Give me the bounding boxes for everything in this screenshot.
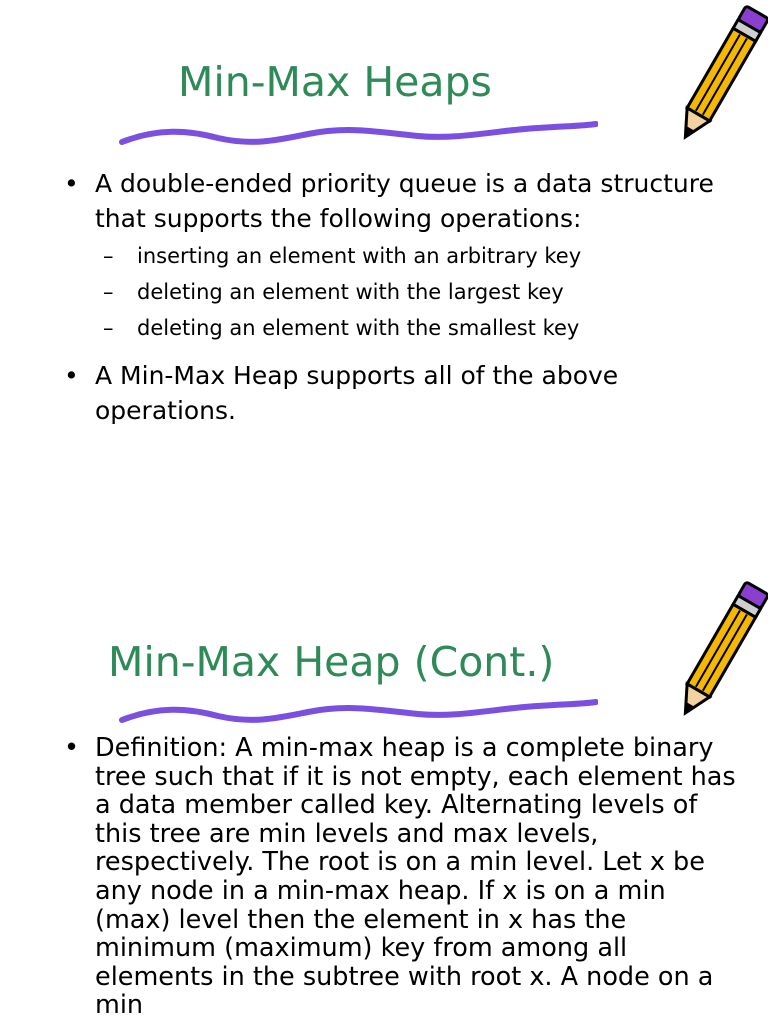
dash-marker: – <box>103 280 114 304</box>
bullet-item <box>64 734 748 1020</box>
slide-title: Min-Max Heap (Cont.) <box>108 638 555 686</box>
bullet-item <box>64 166 748 346</box>
bullet-list <box>64 734 748 1020</box>
bullet-list <box>64 166 748 428</box>
sub-bullet-item <box>103 238 748 274</box>
pencil-icon <box>672 0 768 150</box>
dash-marker: – <box>103 316 114 340</box>
bullet-item <box>64 358 748 428</box>
wavy-underline <box>118 698 598 728</box>
sub-bullet-text: deleting an element with the largest key <box>137 280 564 304</box>
sub-bullet-text: deleting an element with the smallest key <box>137 316 580 340</box>
sub-bullet-item <box>103 310 748 346</box>
bullet-marker: • <box>64 733 80 763</box>
bullet-text: A double-ended priority queue is a data structure that supports the following operations: <box>95 169 714 233</box>
pencil-icon <box>672 576 768 726</box>
slide-title: Min-Max Heaps <box>178 58 492 106</box>
bullet-marker: • <box>64 169 79 198</box>
sub-bullet-text: inserting an element with an arbitrary key <box>137 244 582 268</box>
bullet-text: A Min-Max Heap supports all of the above operations. <box>95 361 619 425</box>
slide-2 <box>0 576 768 1024</box>
bullet-text: Definition: A min-max heap is a complete binary tree such that if it is not empty, each element has a data member called key. Alternating levels of this tree are min levels and max levels, respectively. The root is on a min level. Let x be any node in a min-max heap. If x is on a min (max) level then the element in x has the minimum (maximum) key from among all elements in the subtree with root x. A node on a min <box>95 733 736 1021</box>
bullet-marker: • <box>64 361 79 390</box>
sub-bullet-item <box>103 274 748 310</box>
sub-bullet-list <box>95 238 748 346</box>
wavy-underline <box>118 120 598 150</box>
dash-marker: – <box>103 244 114 268</box>
